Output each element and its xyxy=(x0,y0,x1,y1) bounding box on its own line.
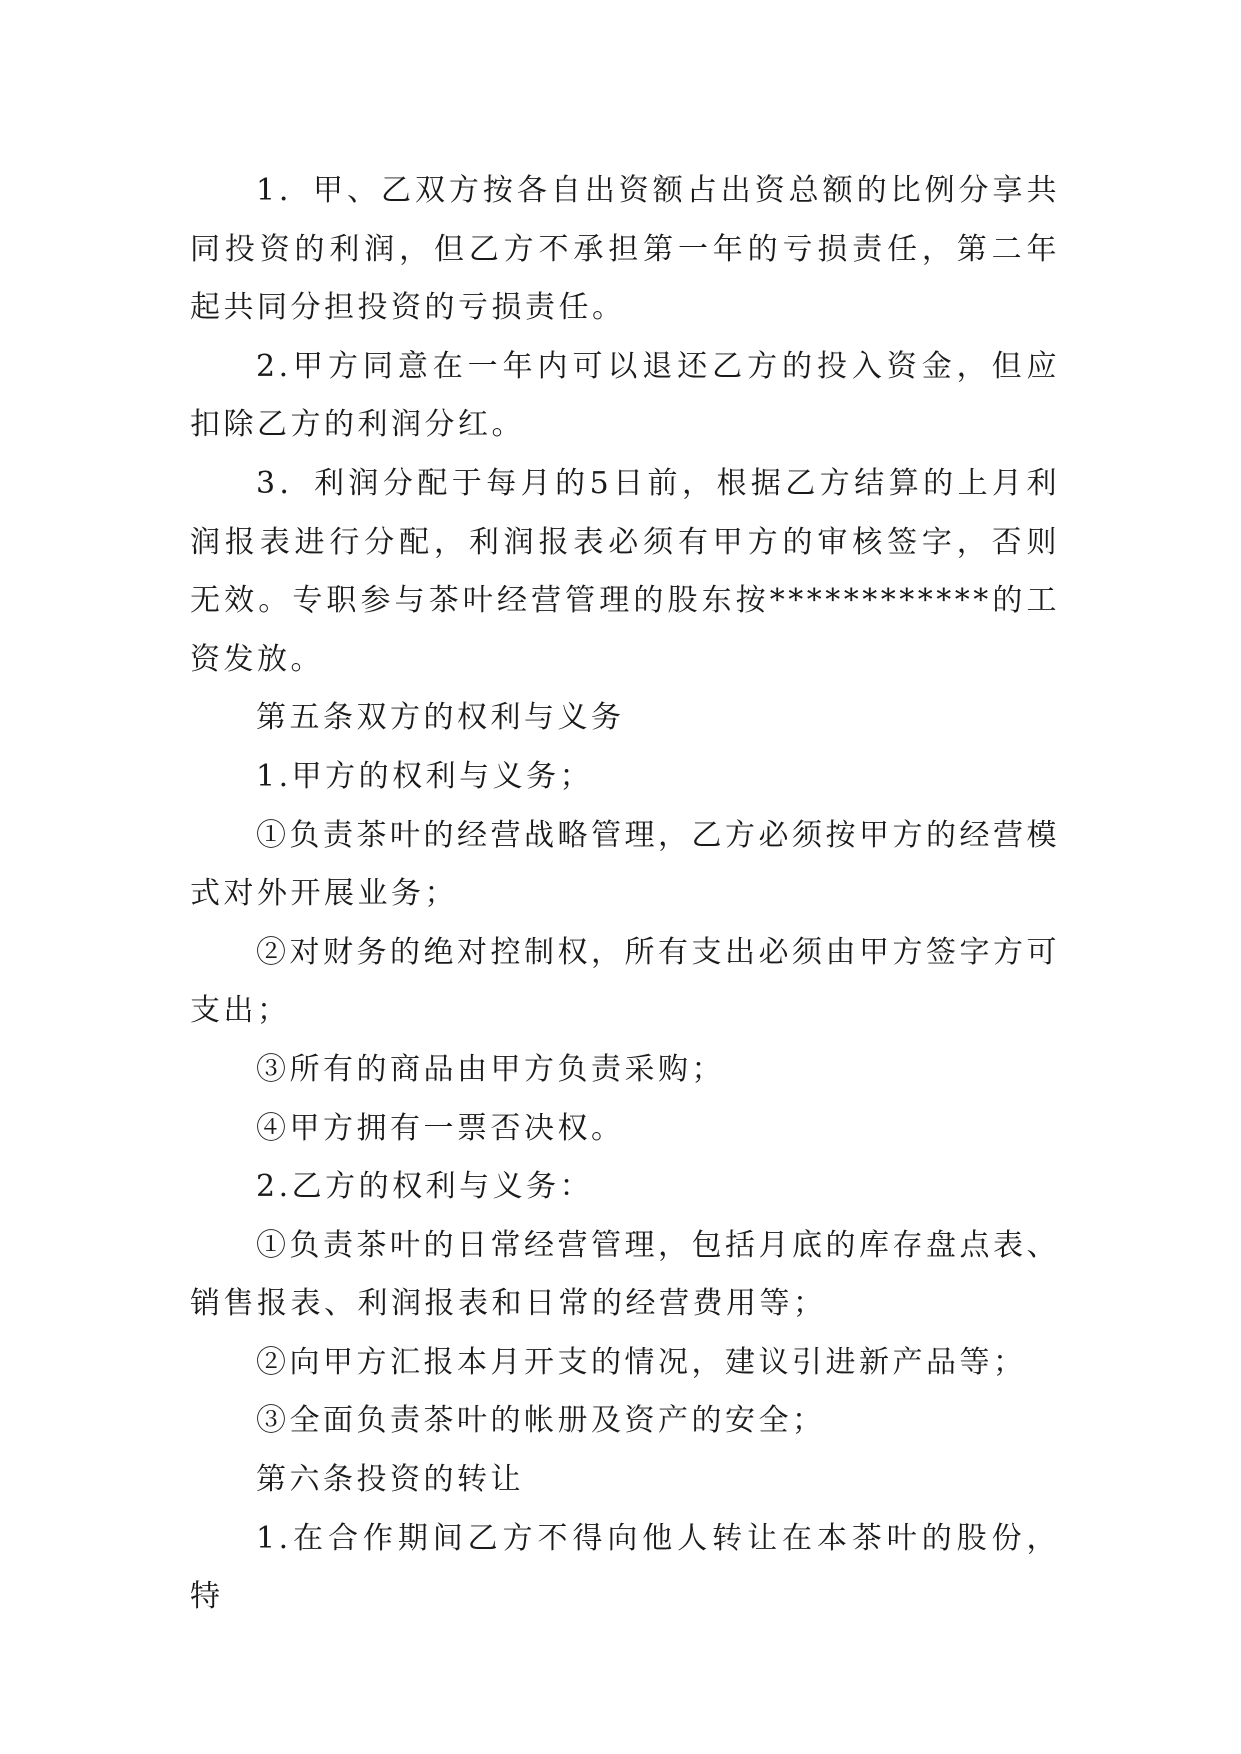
paragraph-party-b-item-2: ②向甲方汇报本月开支的情况，建议引进新产品等； xyxy=(256,1344,1027,1380)
paragraph-party-b-item-3: ③全面负责茶叶的帐册及资产的安全； xyxy=(256,1403,826,1439)
paragraph-profit-distribution: 3．利润分配于每月的5日前，根据乙方结算的上月利润报表进行分配，利润报表必须有甲方的审核签字，否则无效。专职参与茶叶经营管理的股东按************的工资发放。 xyxy=(190,465,1060,677)
paragraph-party-a-item-4: ④甲方拥有一票否决权。 xyxy=(256,1110,625,1146)
paragraph-capital-refund: 2.甲方同意在一年内可以退还乙方的投入资金，但应扣除乙方的利润分红。 xyxy=(190,348,1060,443)
paragraph-transfer-item-1: 1.在合作期间乙方不得向他人转让在本茶叶的股份，特 xyxy=(190,1520,1060,1615)
document-body xyxy=(190,162,1060,1627)
paragraph-profit-sharing: 1．甲、乙双方按各自出资额占出资总额的比例分享共同投资的利润，但乙方不承担第一年的亏损责任，第二年起共同分担投资的亏损责任。 xyxy=(190,173,1060,326)
paragraph-party-a-item-2: ②对财务的绝对控制权，所有支出必须由甲方签字方可支出； xyxy=(190,934,1060,1029)
paragraph-party-a-item-3: ③所有的商品由甲方负责采购； xyxy=(256,1051,725,1087)
section-heading-article-5: 第五条双方的权利与义务 xyxy=(256,700,625,736)
paragraph-party-b-rights-heading: 2.乙方的权利与义务： xyxy=(256,1169,594,1205)
section-heading-article-6: 第六条投资的转让 xyxy=(256,1462,524,1498)
paragraph-party-a-rights-heading: 1.甲方的权利与义务； xyxy=(256,758,594,794)
paragraph-party-b-item-1: ①负责茶叶的日常经营管理，包括月底的库存盘点表、销售报表、利润报表和日常的经营费用等； xyxy=(190,1227,1060,1322)
paragraph-party-a-item-1: ①负责茶叶的经营战略管理，乙方必须按甲方的经营模式对外开展业务； xyxy=(190,817,1060,912)
